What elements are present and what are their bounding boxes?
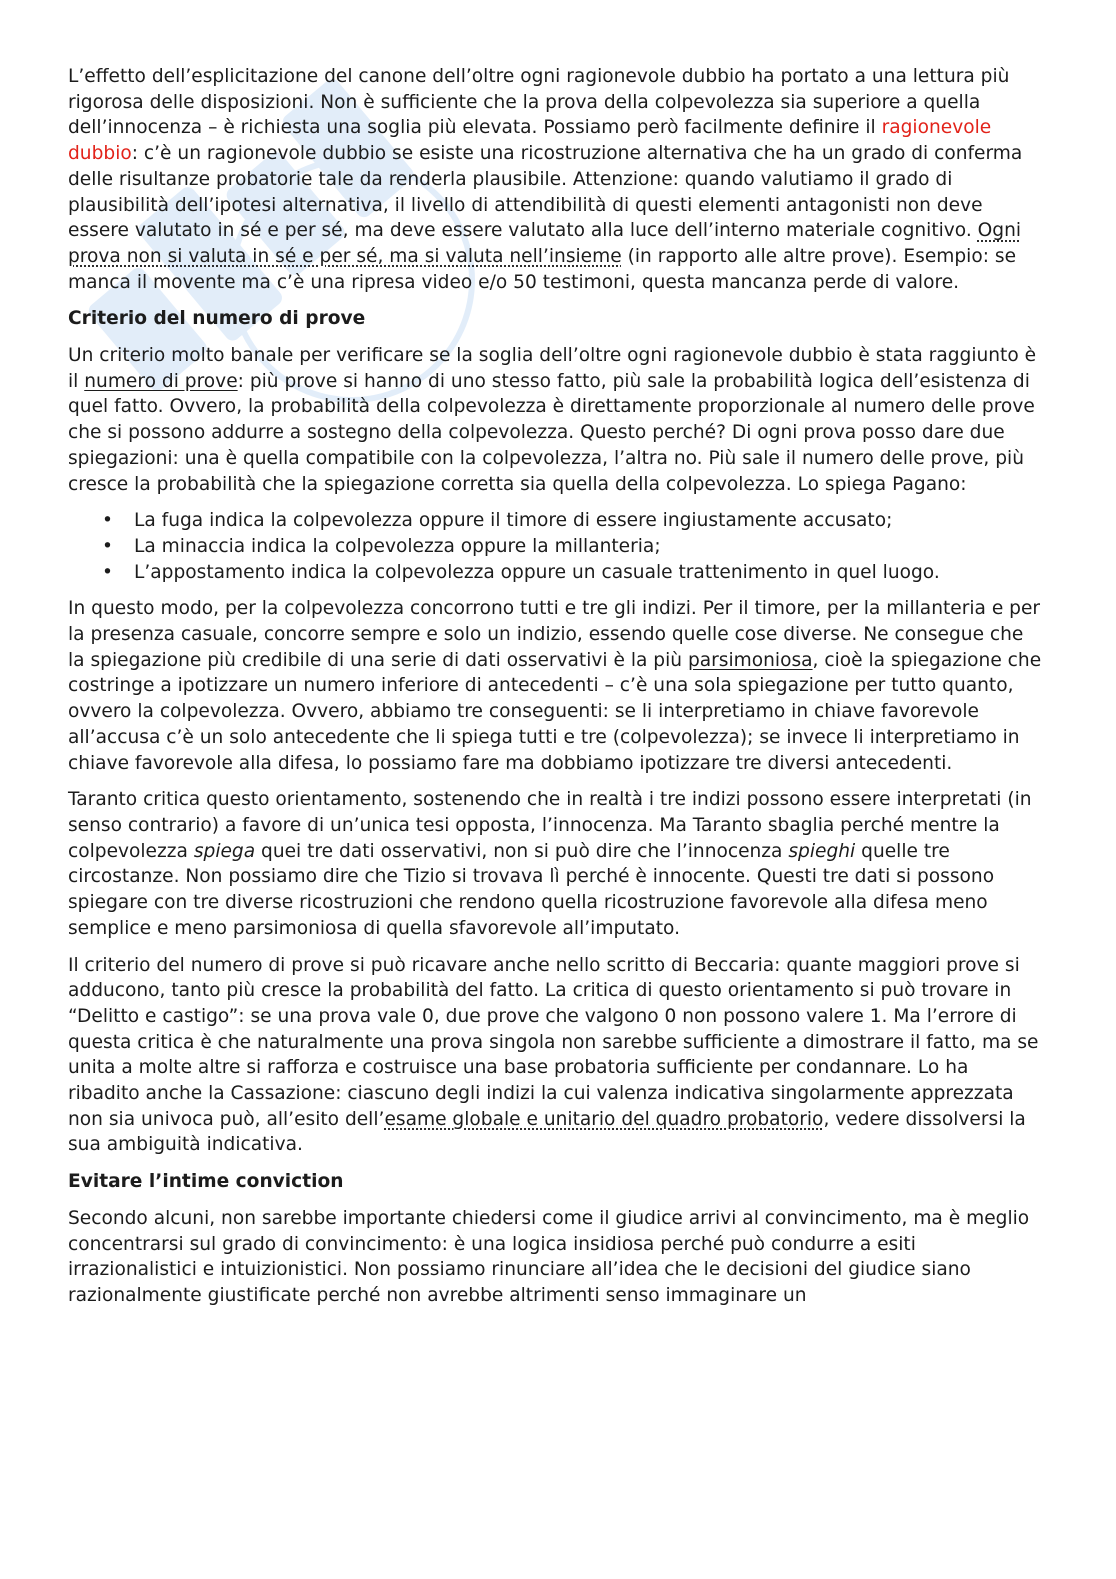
highlighted-term: ragionevole dubbio [68,117,992,165]
underlined-phrase: parsimoniosa [687,649,813,671]
bullet-list [68,508,1043,585]
italic-word: spieghi [788,840,856,862]
paragraph-5: Il criterio del numero di prove si può ricavare anche nello scritto di Beccaria: quante maggiori prove si adducono, tanto più cresce la probabilità del fatto. La critica di questo orientamento si può trovare in “Delitto e castigo”: se una prova vale 0, due prove che valgono 0 non possono valere 1. Ma l’errore di questa critica è che naturalmente una prova singola non sarebbe sufficiente a dimostrare il fatto, ma se unita a molte altre si rafforza e costruisce una base probatoria sufficiente per condannare. Lo ha ribadito anche la Cassazione: ciascuno degli indizi la cui valenza indicativa singolarmente apprezzata non sia univoca può, all’esito dell’esame globale e unitario del quadro probatorio, vedere dissolversi la sua ambiguità indicativa. [68,954,1039,1156]
document-page [68,64,1043,1320]
list-item: • La fuga indica la colpevolezza oppure il timore di essere ingiustamente accusato; [134,508,1043,534]
underlined-phrase: numero di prove [84,370,238,392]
paragraph-1: L’effetto dell’esplicitazione del canone dell’oltre ogni ragionevole dubbio ha portato a una lettura più rigorosa delle disposizioni. Non è sufficiente che la prova della colpevolezza sia superiore a quella dell’innocenza – è richiesta una soglia più elevata. Possiamo però facilmente definire il ragionevole dubbio: c’è un ragionevole dubbio se esiste una ricostruzione alternativa che ha un grado di conferma delle risultanze probatorie tale da renderla plausibile. Attenzione: quando valutiamo il grado di plausibilità dell’ipotesi alternativa, il livello di attendibilità di questi elementi antagonisti non deve essere valutato in sé e per sé, ma deve essere valutato alla luce dell’interno materiale cognitivo. Ogni prova non si valuta in sé e per sé, ma si valuta nell’insieme (in rapporto alle altre prove). Esempio: se manca il movente ma c’è una ripresa video e/o 50 testimoni, questa mancanza perde di valore. [68,66,1023,293]
paragraph-2: Un criterio molto banale per verificare se la soglia dell’oltre ogni ragionevole dubbio è stata raggiunto è il numero di prove: più prove si hanno di uno stesso fatto, più sale la probabilità logica dell’esistenza di quel fatto. Ovvero, la probabilità della colpevolezza è direttamente proporzionale al numero delle prove che si possono addurre a sostegno della colpevolezza. Questo perché? Di ogni prova posso dare due spiegazioni: una è quella compatibile con la colpevolezza, l’altra no. Più sale il numero delle prove, più cresce la probabilità che la spiegazione corretta sia quella della colpevolezza. Lo spiega Pagano: [68,345,1037,495]
section-heading-intime-conviction: Evitare l’intime conviction [68,1171,344,1193]
paragraph-6: Secondo alcuni, non sarebbe importante chiedersi come il giudice arrivi al convincimento, ma è meglio concentrarsi sul grado di convincimento: è una logica insidiosa perché può condurre a esiti irrazionalistici e intuizionistici. Non possiamo rinunciare all’idea che le decisioni del giudice siano razionalmente giustificate perché non avrebbe altrimenti senso immaginare un [68,1207,1030,1306]
list-item: • La minaccia indica la colpevolezza oppure la millanteria; [134,534,1043,560]
list-item: • L’appostamento indica la colpevolezza oppure un casuale trattenimento in quel luogo. [134,560,1043,586]
underlined-phrase: esame globale e unitario del quadro probatorio [384,1108,824,1130]
section-heading-numero-prove: Criterio del numero di prove [68,308,366,330]
paragraph-3: In questo modo, per la colpevolezza concorrono tutti e tre gli indizi. Per il timore, per la millanteria e per la presenza casuale, concorre sempre e solo un indizio, essendo quelle cose diverse. Ne consegue che la spiegazione più credibile di una serie di dati osservativi è la più parsimoniosa, cioè la spiegazione che costringe a ipotizzare un numero inferiore di antecedenti – c’è una sola spiegazione per tutto quanto, ovvero la colpevolezza. Ovvero, abbiamo tre conseguenti: se li interpretiamo in chiave favorevole all’accusa c’è un solo antecedente che li spiega tutti e tre (colpevolezza); se invece li interpretiamo in chiave favorevole alla difesa, lo possiamo fare ma dobbiamo ipotizzare tre diversi antecedenti. [68,598,1042,774]
paragraph-4: Taranto critica questo orientamento, sostenendo che in realtà i tre indizi possono essere interpretati (in senso contrario) a favore di un’unica tesi opposta, l’innocenza. Ma Taranto sbaglia perché mentre la colpevolezza spiega quei tre dati osservativi, non si può dire che l’innocenza spieghi quelle tre circostanze. Non possiamo dire che Tizio si trovava lì perché è innocente. Questi tre dati si possono spiegare con tre diverse ricostruzioni che rendono quella ricostruzione favorevole alla difesa meno semplice e meno parsimoniosa di quella sfavorevole all’imputato. [68,789,1032,939]
underlined-phrase: Ogni prova non si valuta in sé e per sé, ma si valuta nell’insieme [68,220,1022,267]
italic-word: spiega [193,840,256,862]
